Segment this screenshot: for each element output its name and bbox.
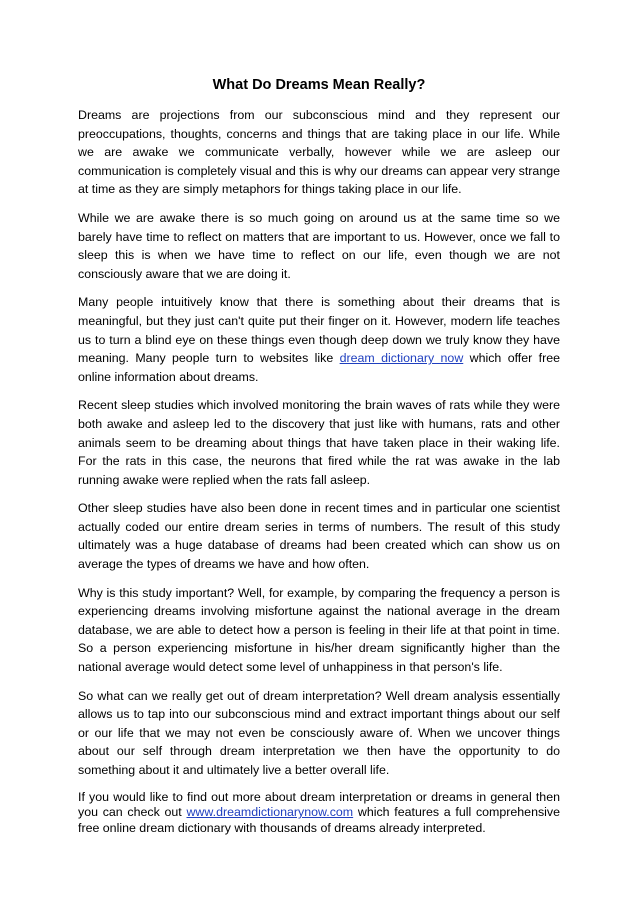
paragraph-2: While we are awake there is so much going on around us at the same time so we barely have time to reflect on matters that are important to us. However, once we fall to sleep this is when we have time to reflect on our life, even though we are not consciously aware that we are doing it.: [78, 210, 560, 281]
paragraph-6: Why is this study important? Well, for example, by comparing the frequency a person is experiencing dreams involving misfortune against the national average in the dream database, we are able to detect how a person is feeling in their life at that point in time. So a person experiencing misfortune in his/her dream significantly higher than the national average would detect some level of unhappiness in that person's life.: [78, 585, 560, 675]
paragraph-7: So what can we really get out of dream interpretation? Well dream analysis essentially allows us to tap into our subconscious mind and extract important things about our self or our life that we may not even be consciously aware of. When we uncover things about our self through dream interpretation we then have the opportunity to do something about it and ultimately live a better overall life.: [78, 688, 560, 777]
paragraph-3-text-before: Many people intuitively know that there is something about their dreams that is meaningful, but they just can't quite put their finger on it. However, modern life teaches us to turn a blind eye on these things even though deep down we truly know they have meaning. Many people turn to websites like: [78, 295, 560, 366]
paragraph-3-text-after: which offer free online information about dreams.: [78, 351, 561, 384]
document-title: What Do Dreams Mean Really?: [212, 77, 426, 93]
paragraph-4: Recent sleep studies which involved monitoring the brain waves of rats while they were both awake and asleep led to the discovery that just like with humans, rats and other animals seem to be dreaming about things that have taken place in their waking life. For the rats in this case, the neurons that fired while the rat was awake in the lab running awake were replied when the rats fall asleep.: [78, 398, 560, 487]
website-link[interactable]: www.dreamdictionarynow.com: [186, 805, 354, 820]
final-text-after: which features a full comprehensive free online dream dictionary with thousands of dreams already interpreted.: [78, 805, 560, 835]
paragraph-3: [78, 293, 560, 386]
paragraph-1: Dreams are projections from our subconscious mind and they represent our preoccupations, thoughts, concerns and things that are taking place in our life. While we are awake we communicate verbally, however while we are asleep our communication is completely visual and this is why our dreams can appear very strange at time as they are simply metaphors for things taking place in our life.: [78, 108, 560, 197]
dream-dictionary-link[interactable]: dream dictionary now: [339, 351, 464, 366]
paragraph-final: [78, 790, 560, 837]
final-text-before: If you would like to find out more about dream interpretation or dreams in general then you can check out: [78, 789, 560, 820]
document-page: [78, 76, 560, 846]
paragraph-5: Other sleep studies have also been done in recent times and in particular one scientist actually coded our entire dream series in terms of numbers. The result of this study ultimately was a huge database of dreams had been created which can show us on average the types of dreams we have and how often.: [78, 501, 560, 572]
